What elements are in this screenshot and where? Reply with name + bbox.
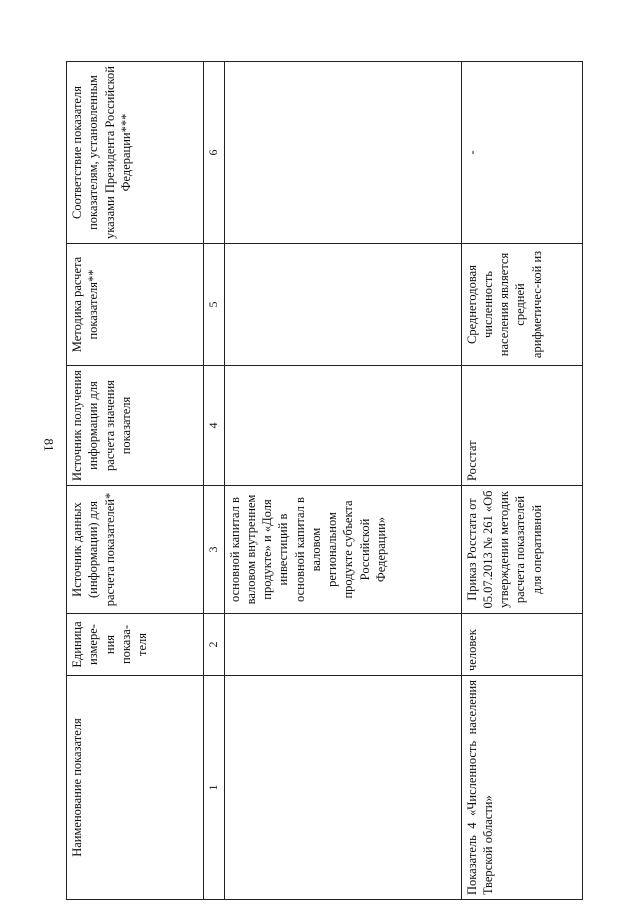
header-presidential-decree-compliance: Соответствие показателя показателям, установленным указами Президента Российской Федерации*** xyxy=(67,62,204,244)
header-indicator-name: Наименование показателя xyxy=(67,676,204,900)
column-number-row xyxy=(204,62,225,900)
header-data-source: Источник данных (информации) для расчета показателей* xyxy=(67,486,204,614)
indicator-data-source: Приказ Росстата от 05.07.2013 № 261 «Об утверждении методик расчета показателей для оперативной xyxy=(461,486,582,614)
continuation-method xyxy=(224,244,461,366)
indicator-method: Среднегодовая численность населения является средней арифметичес-кой из xyxy=(461,244,582,366)
continuation-compliance xyxy=(224,62,461,244)
header-info-source: Источник получения информации для расчета значения показателя xyxy=(67,366,204,486)
continuation-info-source xyxy=(224,366,461,486)
indicator-compliance: - xyxy=(461,62,582,244)
column-number-2: 2 xyxy=(204,614,225,676)
page-number: 81 xyxy=(41,438,57,452)
column-number-5: 5 xyxy=(204,244,225,366)
column-number-4: 4 xyxy=(204,366,225,486)
table-header-row xyxy=(67,62,204,900)
column-number-6: 6 xyxy=(204,62,225,244)
header-unit: Единица измере-ния показа-теля xyxy=(67,614,204,676)
indicator-unit: человек xyxy=(461,614,582,676)
column-number-1: 1 xyxy=(204,676,225,900)
indicator-row xyxy=(461,62,582,900)
rotated-table-wrapper xyxy=(66,62,578,900)
indicator-info-source: Росстат xyxy=(461,366,582,486)
continuation-data-source: основной капитал в валовом внутреннем продукте» и «Доля инвестиций в основной капитал в валовом региональном продукте субъекта Российской Федерации» xyxy=(224,486,461,614)
continuation-row xyxy=(224,62,461,900)
header-calculation-method: Методика расчета показателя** xyxy=(67,244,204,366)
indicators-table xyxy=(66,61,583,900)
column-number-3: 3 xyxy=(204,486,225,614)
continuation-name xyxy=(224,676,461,900)
continuation-unit xyxy=(224,614,461,676)
indicator-name: Показатель 4 «Численность населения Тверской области» xyxy=(461,676,582,900)
